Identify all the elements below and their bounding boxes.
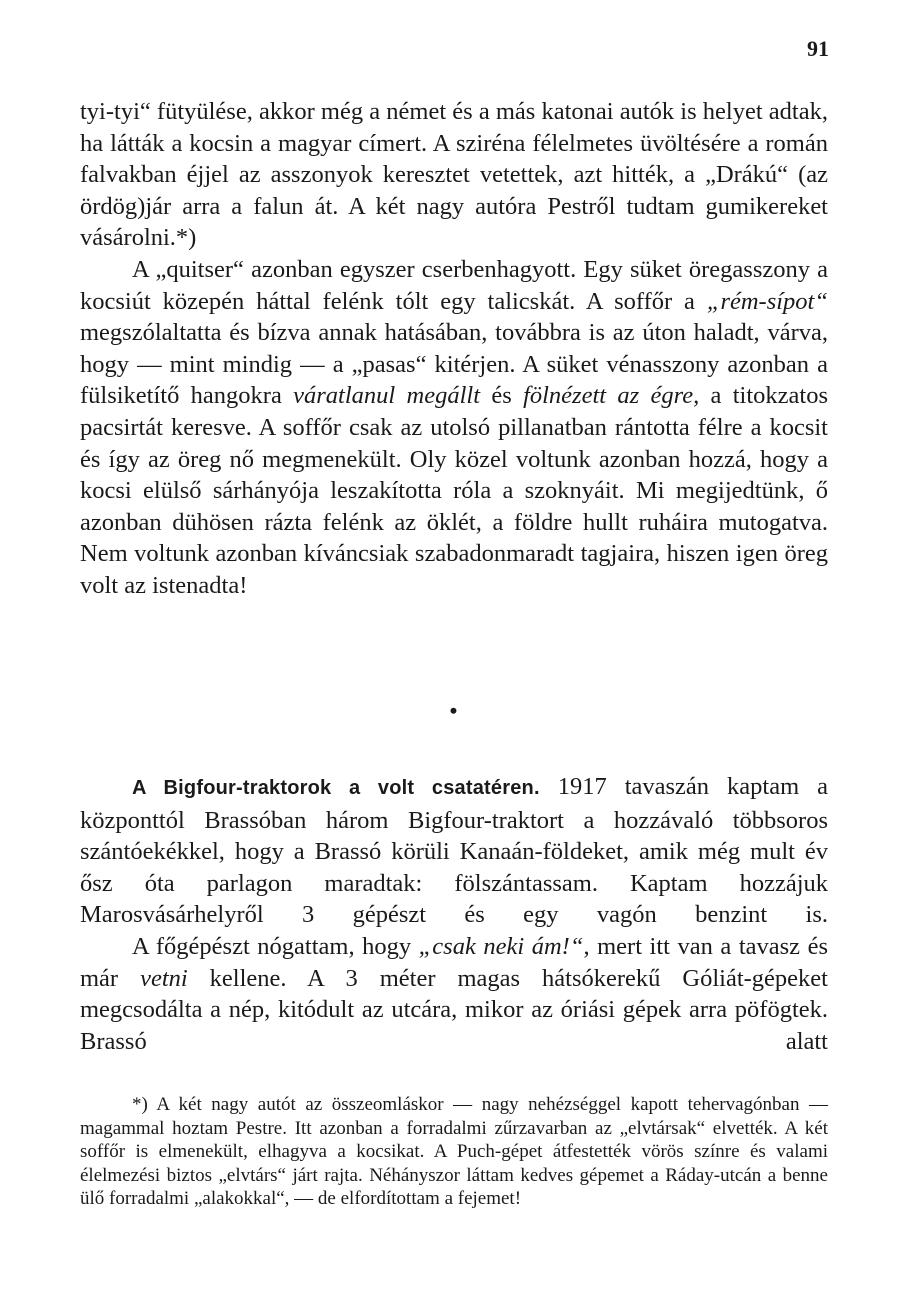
- paragraph-2: [80, 254, 828, 602]
- section-1: [80, 96, 828, 602]
- footnote: *) A két nagy autót az összeomláskor — nagy nehézséggel kapott tehervagónban — magammal hoztam Pestre. Itt azonban a forradalmi zűrzavarban az „elvtársak“ elvették. A két soffőr is elmenekült, elhagyva a kocsikat. A Puch-gépet átfestették vörös színre és valami élelmezési biztos „elvtárs“ járt rajta. Néhányszor láttam kedves gépemet a Ráday-utcán a benne ülő forradalmi „alakokkal“, — de elfordítottam a fejemet!: [80, 1094, 828, 1209]
- paragraph-4: [80, 931, 828, 1057]
- section-2: [80, 771, 828, 1057]
- page-number: 91: [807, 36, 829, 61]
- paragraph-1: tyi-tyi“ fütyülése, akkor még a német és a más katonai autók is helyet adtak, ha látták a kocsin a magyar címert. A sziréna félelmetes üvöltésére a román falvakban éjjel az asszonyok keresztet vetettek, azt hitték, a „Drákú“ (az ördög)jár arra a falun át. A két nagy autóra Pestről tudtam gumikereket vásárolni.*): [80, 98, 828, 252]
- text-run: A „quitser“ azonban egyszer cserbenhagyott. Egy süket öregasszony a kocsiút közepén háttal felénk tólt egy talicskát. A soffőr a: [80, 255, 828, 315]
- text-run: A főgépészt nógattam, hogy: [132, 932, 419, 960]
- paragraph-3: [80, 771, 828, 931]
- text-run: 1917 tavaszán kaptam a központtól Brassóban három Bigfour-traktort a hozzávaló többsoros szántóekékkel, hogy a Brassó körüli Kanaán-földeket, amik még mult év ősz óta parlagon maradtak: fölszántassam. Kaptam hozzájuk Marosvásárhelyről 3 gépészt és egy vagón benzint is.: [80, 773, 828, 929]
- text-run: megszólaltatta és bízva annak hatásában, továbbra is az úton haladt, várva, hogy — mint mindig — a „pasas“ kitérjen. A süket vénasszony azonban a fülsiketítő hangokra: [80, 319, 828, 410]
- section-separator: •: [449, 698, 458, 723]
- italic-run: fölnézett az égre,: [523, 382, 700, 410]
- text-run: és: [480, 382, 524, 410]
- italic-run: „csak neki ám!“: [418, 932, 584, 960]
- italic-run: vetni: [140, 964, 188, 992]
- section-title: A Bigfour-traktorok a volt csatatéren.: [132, 777, 540, 799]
- italic-run: váratlanul megállt: [293, 382, 481, 410]
- text-run: a titokzatos pacsirtát keresve. A soffőr csak az utolsó pillanatban rántotta félre a kocsit és így az öreg nő megmenekült. Oly közel voltunk azonban hozzá, hogy a kocsi elülső sárhányója leszakította róla a szoknyáit. Mi megijedtünk, ő azonban dühösen rázta felénk az öklét, a földre hullt ruháira mutogatva. Nem voltunk azonban kíváncsiak szabadonmaradt tagjaira, hiszen igen öreg volt az istenadta!: [80, 382, 828, 599]
- text-run: kellene. A 3 méter magas hátsókerekű Góliát-gépeket megcsodálta a nép, kitódult az utcára, mikor az óriási gépek arra pöfögtek. Brassó alatt: [80, 964, 828, 1055]
- italic-run: „rém-sípot“: [706, 287, 828, 315]
- text-run: , mert itt van a tavasz és már: [80, 932, 828, 992]
